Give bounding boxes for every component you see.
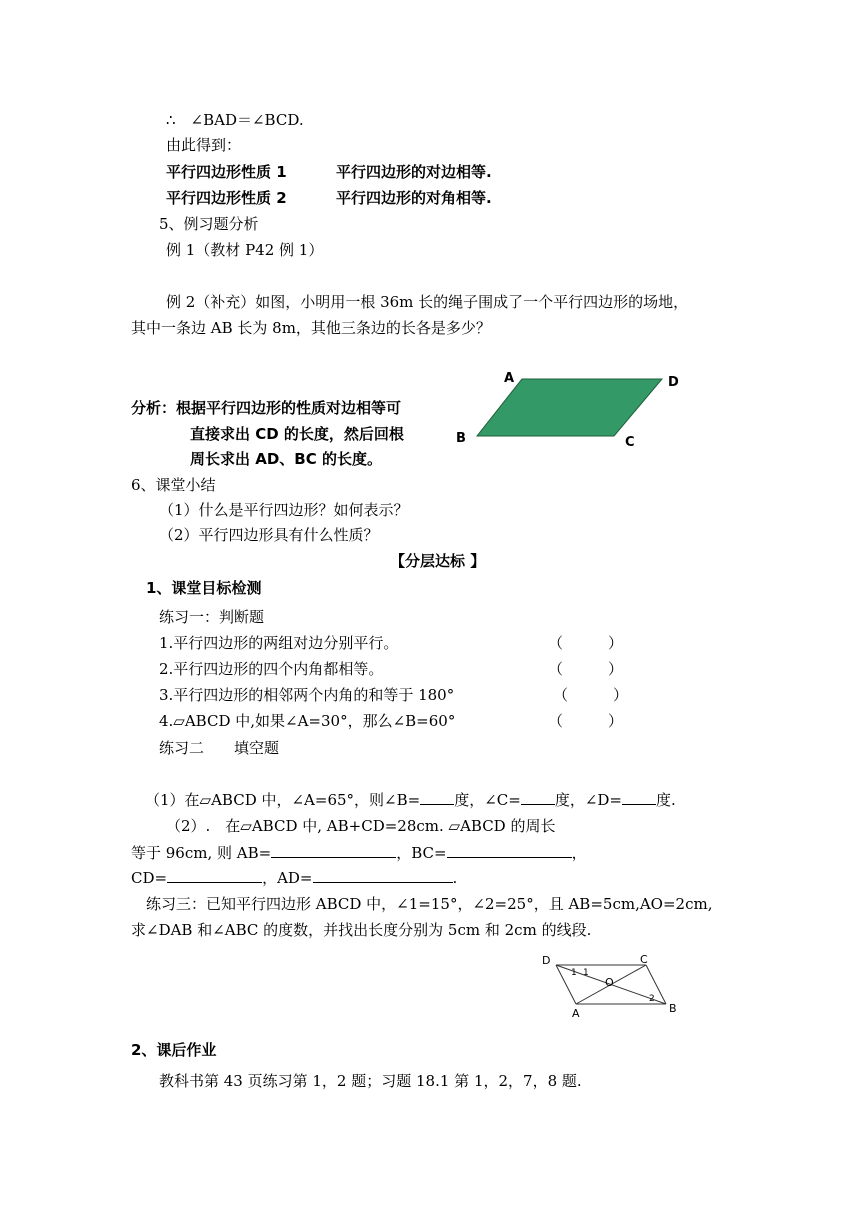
fill-item-2-bc-label: ，BC=	[396, 844, 447, 862]
property-1-text: 平行四边形的对边相等.	[336, 163, 492, 181]
fill-item-2-cd-label: CD=	[131, 869, 168, 887]
analysis-line2: 直接求出 CD 的长度，然后回根	[190, 425, 404, 443]
label-A: A	[572, 1007, 580, 1020]
homework-heading: 2、课后作业	[131, 1041, 217, 1059]
label-C: C	[640, 953, 648, 966]
exercise-3-line1: 练习三：已知平行四边形 ABCD 中，∠1=15°，∠2=25°，且 AB=5cm,AO=2cm,	[146, 895, 713, 913]
label-B: B	[669, 1002, 677, 1015]
judge-item-2: 2.平行四边形的四个内角都相等。	[159, 660, 384, 678]
blank-ad[interactable]	[313, 868, 453, 883]
fill-item-2-line3	[131, 868, 457, 888]
angle-1-label-second: 1	[583, 968, 589, 978]
exercise-1-heading: 练习一：判断题	[159, 608, 265, 626]
judge-item-4: 4.▱ABCD 中,如果∠A=30°，那么∠B=60°	[159, 712, 456, 730]
section-5-heading: 5、例习题分析	[159, 215, 259, 233]
fill-item-1	[145, 790, 676, 810]
conclusion-line: ∴ ∠BAD＝∠BCD.	[166, 111, 304, 129]
blank-bc[interactable]	[447, 843, 572, 858]
fill-item-2-ad-label: ，AD=	[262, 869, 313, 887]
example-2-line2: 其中一条边 AB 长为 8m，其他三条边的长各是多少？	[131, 319, 491, 337]
fill-item-2-ab-label: 等于 96cm, 则 AB=	[131, 844, 272, 862]
fill-item-2-end: .	[452, 869, 458, 887]
analysis-line1: 分析：根据平行四边形的性质对边相等可	[131, 399, 402, 417]
blank-ab[interactable]	[271, 843, 396, 858]
section-6-heading: 6、课堂小结	[131, 476, 216, 494]
fill-item-2-line2	[131, 843, 587, 863]
parallelogram-figure	[452, 372, 692, 452]
property-1-title: 平行四边形性质 1	[166, 163, 287, 181]
answer-paren-1[interactable]: （ ）	[548, 634, 624, 652]
fill-item-2: （2）. 在▱ABCD 中, AB+CD=28cm. ▱ABCD 的周长	[166, 817, 556, 835]
blank-cd[interactable]	[167, 868, 262, 883]
homework-text: 教科书第 43 页练习第 1，2 题；习题 18.1 第 1，2，7，8 题.	[159, 1072, 582, 1090]
diagonal-parallelogram-figure	[538, 952, 688, 1022]
exercise-2-heading: 练习二 填空题	[159, 739, 280, 757]
parallelogram-shape	[477, 379, 662, 436]
blank-angle-b[interactable]	[420, 790, 454, 805]
therefore-text: 由此得到：	[166, 136, 242, 154]
blank-angle-d[interactable]	[622, 790, 656, 805]
judge-item-3: 3.平行四边形的相邻两个内角的和等于 180°	[159, 686, 455, 704]
summary-q2: （2）平行四边形具有什么性质？	[159, 526, 379, 544]
fill-item-1-d: 度.	[656, 791, 676, 809]
label-O: O	[605, 976, 614, 989]
exercise-3-line2: 求∠DAB 和∠ABC 的度数，并找出长度分别为 5cm 和 2cm 的线段.	[131, 921, 592, 939]
answer-paren-2[interactable]: （ ）	[548, 660, 624, 678]
fill-item-1-b: 度，∠C=	[454, 791, 521, 809]
example-2-line1: 例 2（补充）如图，小明用一根 36m 长的绳子围成了一个平行四边形的场地，	[166, 293, 689, 311]
property-2-title: 平行四边形性质 2	[166, 189, 287, 207]
example-1: 例 1（教材 P42 例 1）	[166, 241, 324, 259]
label-D: D	[668, 375, 679, 390]
label-C: C	[625, 435, 635, 450]
blank-angle-c[interactable]	[521, 790, 555, 805]
angle-2-label: 2	[649, 994, 655, 1004]
fill-item-1-c: 度，∠D=	[554, 791, 622, 809]
answer-paren-4[interactable]: （ ）	[548, 712, 624, 730]
fill-item-2-sep: ，	[571, 844, 587, 862]
property-2-text: 平行四边形的对角相等.	[336, 189, 492, 207]
class-check-heading: 1、课堂目标检测	[146, 579, 262, 597]
label-D: D	[542, 954, 551, 967]
judge-item-1: 1.平行四边形的两组对边分别平行。	[159, 634, 399, 652]
label-A: A	[504, 371, 515, 386]
label-B: B	[456, 431, 466, 446]
answer-paren-3[interactable]: （ ）	[553, 686, 629, 704]
summary-q1: （1）什么是平行四边形？如何表示？	[159, 501, 409, 519]
analysis-line3: 周长求出 AD、BC 的长度。	[190, 450, 382, 468]
angle-1-label: 1	[571, 968, 577, 978]
tiered-heading: 【分层达标 】	[390, 552, 486, 570]
fill-item-1-a: （1）在▱ABCD 中，∠A=65°，则∠B=	[145, 791, 421, 809]
